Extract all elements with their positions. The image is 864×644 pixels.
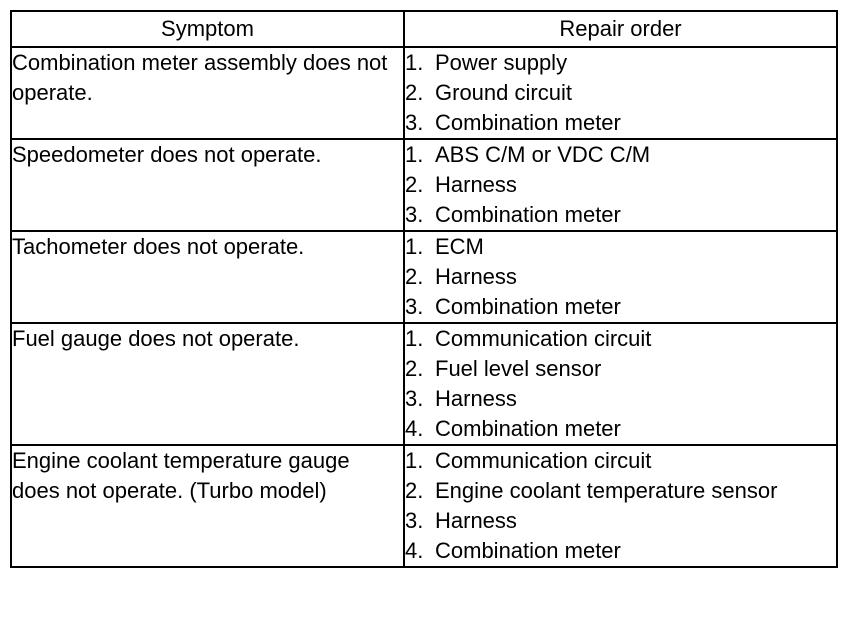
repair-order-cell bbox=[404, 47, 837, 139]
header-symptom: Symptom bbox=[11, 11, 404, 47]
step-text: Fuel level sensor bbox=[435, 356, 602, 381]
step-number: 4. bbox=[405, 416, 424, 441]
repair-order-cell bbox=[404, 445, 837, 567]
repair-step bbox=[405, 384, 836, 414]
step-number: 3. bbox=[405, 202, 424, 227]
step-number: 1. bbox=[405, 50, 424, 75]
step-number: 1. bbox=[405, 448, 424, 473]
repair-step bbox=[405, 108, 836, 138]
step-text: ABS C/M or VDC C/M bbox=[435, 142, 651, 167]
repair-step bbox=[405, 536, 836, 566]
step-number: 3. bbox=[405, 508, 424, 533]
step-text: Combination meter bbox=[435, 416, 621, 441]
step-number: 2. bbox=[405, 264, 424, 289]
repair-step bbox=[405, 232, 836, 262]
step-text: Combination meter bbox=[435, 538, 621, 563]
step-text: Ground circuit bbox=[435, 80, 572, 105]
step-number: 1. bbox=[405, 142, 424, 167]
step-number: 2. bbox=[405, 80, 424, 105]
step-text: Combination meter bbox=[435, 294, 621, 319]
repair-step bbox=[405, 262, 836, 292]
step-text: Communication circuit bbox=[435, 326, 652, 351]
repair-step bbox=[405, 476, 836, 506]
step-text: Power supply bbox=[435, 50, 568, 75]
repair-order-cell bbox=[404, 139, 837, 231]
table-row bbox=[11, 47, 837, 139]
symptom-cell: Tachometer does not operate. bbox=[11, 231, 404, 323]
repair-step bbox=[405, 446, 836, 476]
step-text: ECM bbox=[435, 234, 484, 259]
step-text: Harness bbox=[435, 508, 517, 533]
symptom-cell: Engine coolant temperature gauge does not operate. (Turbo model) bbox=[11, 445, 404, 567]
table-header-row bbox=[11, 11, 837, 47]
repair-step bbox=[405, 78, 836, 108]
step-text: Harness bbox=[435, 386, 517, 411]
step-number: 2. bbox=[405, 478, 424, 503]
repair-order-table bbox=[10, 10, 838, 568]
step-number: 3. bbox=[405, 386, 424, 411]
symptom-cell: Speedometer does not operate. bbox=[11, 139, 404, 231]
step-number: 1. bbox=[405, 234, 424, 259]
step-text: Harness bbox=[435, 172, 517, 197]
step-number: 1. bbox=[405, 326, 424, 351]
repair-step bbox=[405, 414, 836, 444]
table-row bbox=[11, 231, 837, 323]
repair-step bbox=[405, 292, 836, 322]
step-text: Harness bbox=[435, 264, 517, 289]
repair-order-cell bbox=[404, 231, 837, 323]
step-number: 3. bbox=[405, 294, 424, 319]
repair-step bbox=[405, 140, 836, 170]
step-number: 2. bbox=[405, 356, 424, 381]
table-row bbox=[11, 323, 837, 445]
step-number: 2. bbox=[405, 172, 424, 197]
step-text: Combination meter bbox=[435, 110, 621, 135]
step-number: 4. bbox=[405, 538, 424, 563]
repair-step bbox=[405, 200, 836, 230]
header-repair-order: Repair order bbox=[404, 11, 837, 47]
step-text: Combination meter bbox=[435, 202, 621, 227]
repair-step bbox=[405, 48, 836, 78]
repair-step bbox=[405, 324, 836, 354]
repair-step bbox=[405, 354, 836, 384]
symptom-cell: Combination meter assembly does not operate. bbox=[11, 47, 404, 139]
repair-order-cell bbox=[404, 323, 837, 445]
symptom-cell: Fuel gauge does not operate. bbox=[11, 323, 404, 445]
step-number: 3. bbox=[405, 110, 424, 135]
table-row bbox=[11, 445, 837, 567]
step-text: Engine coolant temperature sensor bbox=[435, 478, 778, 503]
repair-step bbox=[405, 506, 836, 536]
step-text: Communication circuit bbox=[435, 448, 652, 473]
table-row bbox=[11, 139, 837, 231]
repair-step bbox=[405, 170, 836, 200]
